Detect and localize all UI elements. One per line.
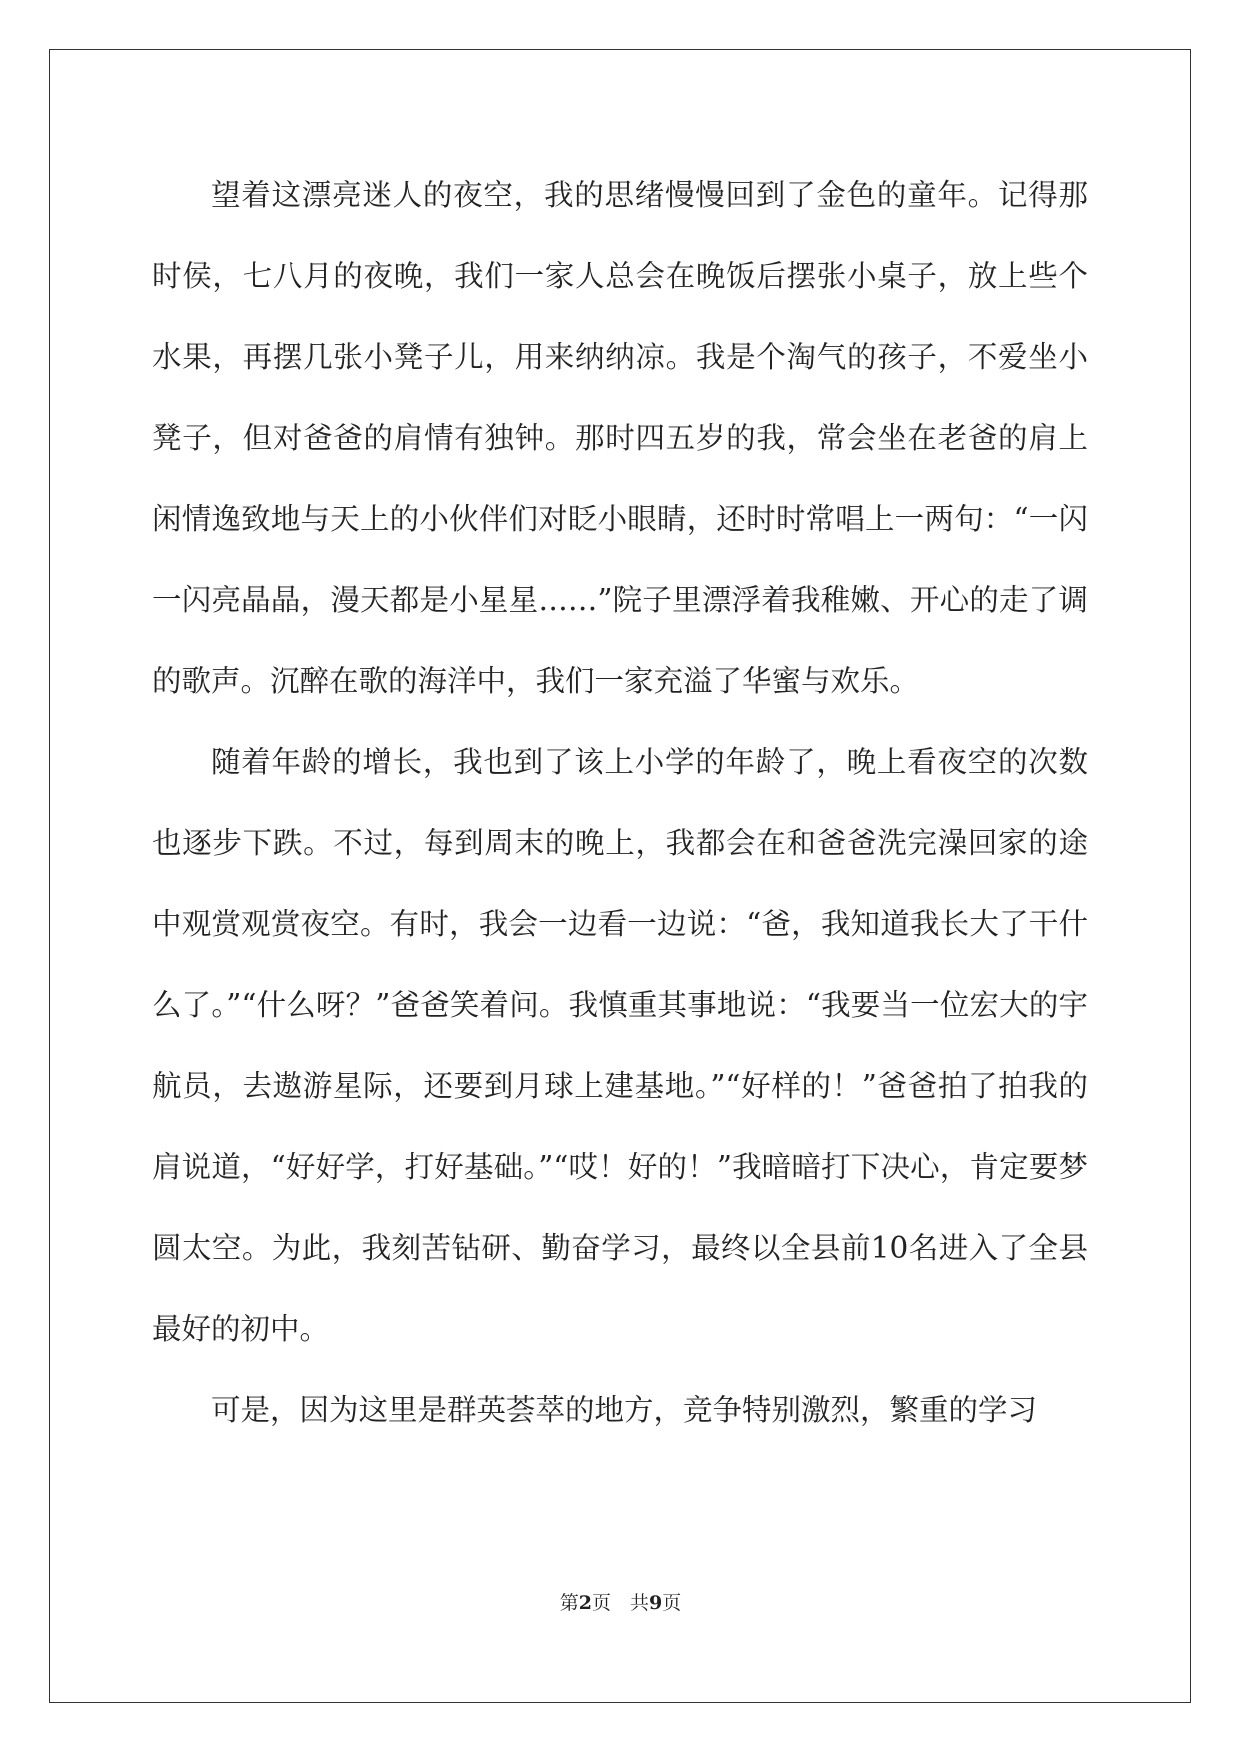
paragraph-1: 望着这漂亮迷人的夜空，我的思绪慢慢回到了金色的童年。记得那时侯，七八月的夜晚，我们一家人总会在晚饭后摆张小桌子，放上些个水果，再摆几张小凳子儿，用来纳纳凉。我是个淘气的孩子，不爱坐小凳子，但对爸爸的肩情有独钟。那时四五岁的我，常会坐在老爸的肩上闲情逸致地与天上的小伙伴们对眨小眼睛，还时时常唱上一两句：“一闪一闪亮晶晶，漫天都是小星星……”院子里漂浮着我稚嫩、开心的走了调的歌声。沉醉在歌的海洋中，我们一家充溢了华蜜与欢乐。 xyxy=(152,178,1088,698)
page-footer xyxy=(0,1588,1241,1615)
footer-suffix: 页 xyxy=(662,1592,682,1614)
current-page-number: 2 xyxy=(578,1592,592,1614)
paragraph-3: 可是，因为这里是群英荟萃的地方，竞争特别激烈，繁重的学习 xyxy=(211,1393,1038,1427)
total-pages-number: 9 xyxy=(649,1592,663,1614)
paragraph-2: 随着年龄的增长，我也到了该上小学的年龄了，晚上看夜空的次数也逐步下跌。不过，每到周末的晚上，我都会在和爸爸洗完澡回家的途中观赏观赏夜空。有时，我会一边看一边说：“爸，我知道我长大了干什么了。”“什么呀？”爸爸笑着问。我慎重其事地说：“我要当一位宏大的宇航员，去遨游星际，还要到月球上建基地。”“好样的！”爸爸拍了拍我的肩说道，“好好学，打好基础。”“哎！好的！”我暗暗打下决心，肯定要梦圆太空。为此，我刻苦钻研、勤奋学习，最终以全县前10名进入了全县最好的初中。 xyxy=(152,745,1088,1346)
footer-prefix: 第 xyxy=(559,1592,579,1614)
document-body xyxy=(152,155,1088,1451)
footer-middle: 页 共 xyxy=(591,1592,649,1614)
